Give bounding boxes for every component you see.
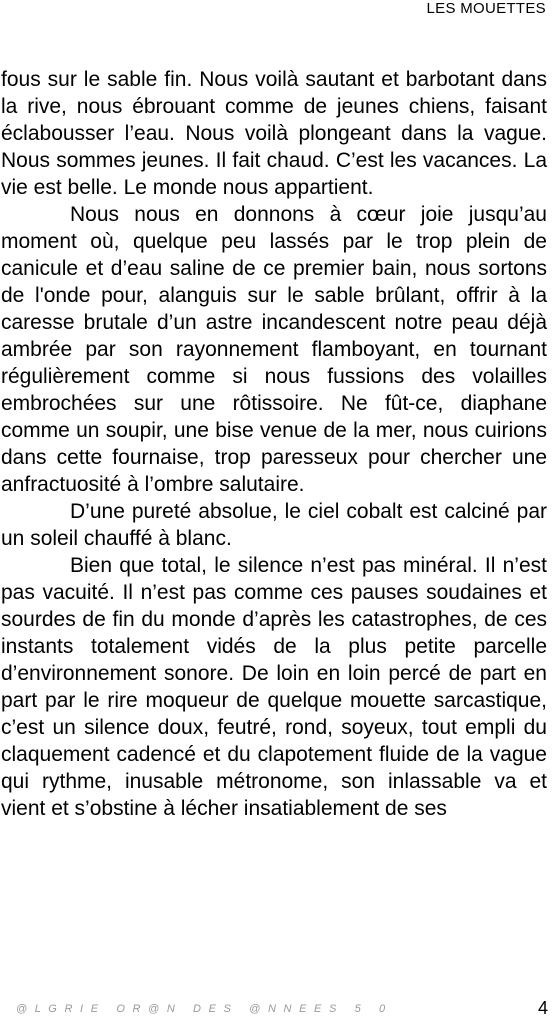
body-text bbox=[1, 66, 547, 822]
paragraph: D’une pureté absolue, le ciel cobalt est calciné par un soleil chauffé à blanc. bbox=[1, 500, 547, 550]
page-number: 4 bbox=[537, 998, 548, 1018]
running-header: LES MOUETTES bbox=[426, 0, 546, 17]
footer-watermark: @ L G R I E O R @ N D E S @ N N E E S 5 0 bbox=[16, 1003, 386, 1015]
paragraph: Bien que total, le silence n’est pas minéral. Il n’est pas vacuité. Il n’est pas comme ces pauses soudaines et sourdes de fin du monde d’après les catastrophes, de ces instants totalement vidés de la plus petite parcelle d’environnement sonore. De loin en loin percé de part en part par le rire moqueur de quelque mouette sarcastique, c’est un silence doux, feutré, rond, soyeux, tout empli du claquement cadencé et du clapotement fluide de la vague qui rythme, inusable métronome, son inlassable va et vient et s’obstine à lécher insatiablement de ses bbox=[1, 554, 547, 820]
paragraph: Nous nous en donnons à cœur joie jusqu’au moment où, quelque peu lassés par le trop plein de canicule et d’eau saline de ce premier bain, nous sortons de l'onde pour, alanguis sur le sable brûlant, offrir à la caresse brutale d’un astre incandescent notre peau déjà ambrée par son rayonnement flamboyant, en tournant régulièrement comme si nous fussions des volailles embrochées sur une rôtissoire. Ne fût-ce, diaphane comme un soupir, une bise venue de la mer, nous cuirions dans cette fournaise, trop paresseux pour chercher une anfractuosité à l’ombre salutaire. bbox=[1, 203, 547, 496]
paragraph: fous sur le sable fin. Nous voilà sautant et barbotant dans la rive, nous ébrouant comme de jeunes chiens, faisant éclabousser l’eau. Nous voilà plongeant dans la vague. Nous sommes jeunes. Il fait chaud. C’est les vacances. La vie est belle. Le monde nous appartient. bbox=[1, 68, 547, 199]
